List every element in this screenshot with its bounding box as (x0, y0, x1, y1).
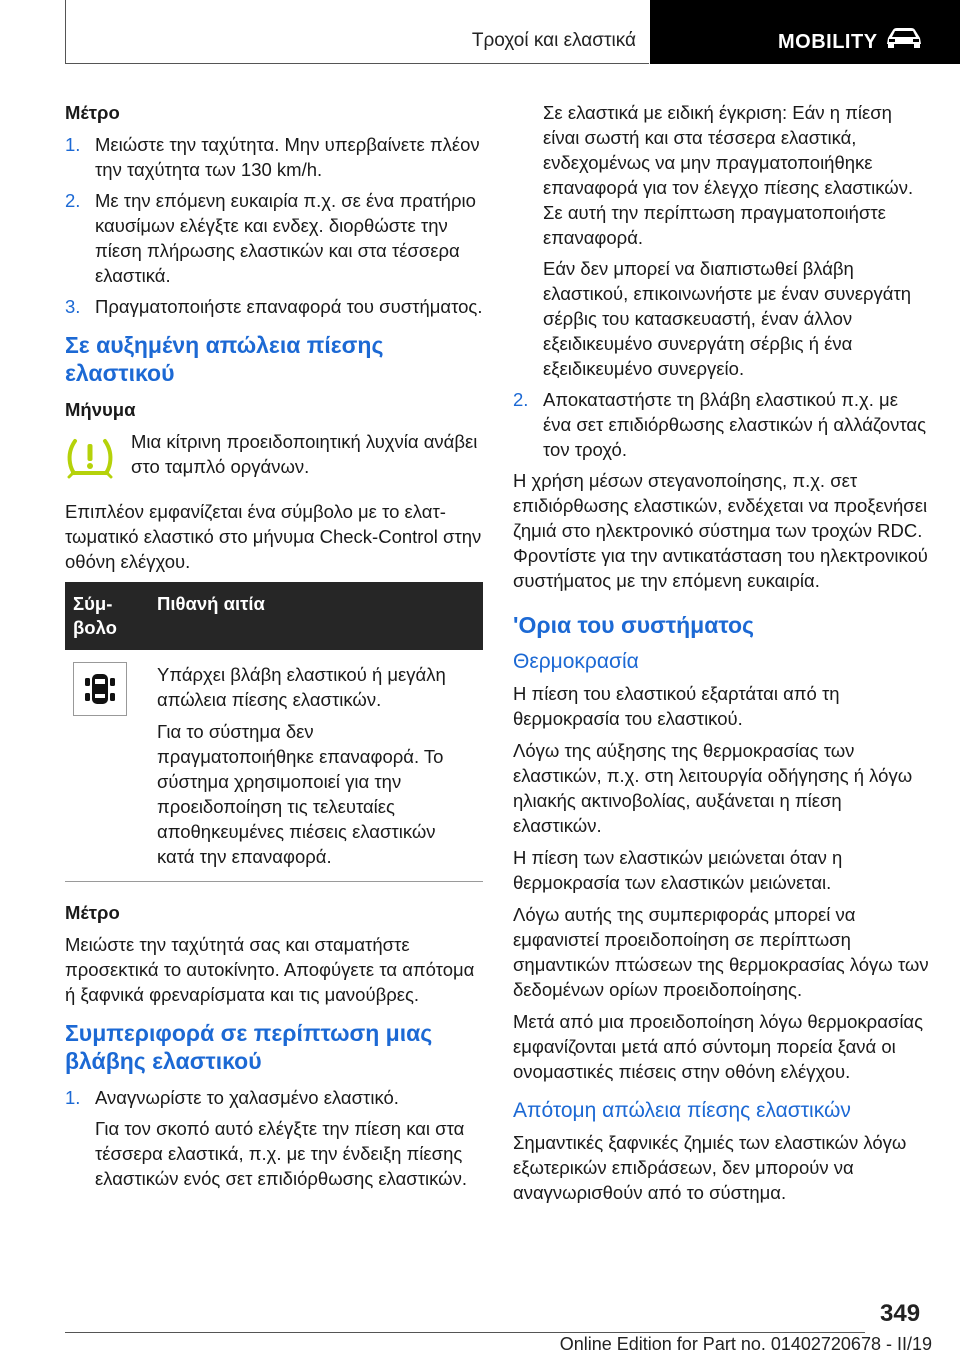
step-text: Εάν δεν μπορεί να διαπιστωθεί βλάβη ελαστικού, επικοινωνήστε με έναν συνεργάτη σέρβις του κατασκευαστή, έναν άλλον εξειδικευμένο συνεργάτη σέρβις ή ένα εξειδικευμένο συνεργείο. (543, 258, 912, 379)
step-text: Αναγνωρίστε το χαλασμένο ελαστικό. (95, 1087, 399, 1108)
temperature-paragraph: Η πίεση των ελαστικών μειώνεται όταν η θερμοκρασία των ελαστικών μειώνεται. (513, 847, 843, 893)
step-number: 2. (65, 190, 81, 211)
footer-rule (65, 1332, 865, 1333)
car-defective-tire-icon (73, 662, 127, 716)
step-text: Πραγματοποιήστε επαναφορά του συστήματος. (95, 296, 483, 317)
header-rule-bottom (65, 63, 649, 64)
page-number: 349 (880, 1300, 921, 1327)
section-heading-system-limits: 'Ορια του συστήματος (513, 612, 754, 638)
table-row (65, 650, 483, 882)
header-section-title: Τροχοί και ελαστικά (471, 30, 636, 51)
step-text: Με την επόμενη ευκαιρία π.χ. σε ένα πρατήριο καυσίμων ελέγξτε και ενδεχ. διορθώστε την πίεση πλήρωσης ελαστικών και στα τέσσερα ελαστικά. (95, 190, 476, 286)
step-number: 2. (513, 389, 529, 410)
section-heading-increased-loss: Σε αυξημένη απώλεια πίεσης ελαστικού (65, 332, 384, 386)
list-item (65, 132, 483, 182)
section-heading-tire-damage: Συμπεριφορά σε περίπτωση μιας βλάβης ελαστικού (65, 1020, 433, 1074)
temperature-paragraph: Λόγω της αύξησης της θερμοκρασίας των ελαστικών, π.χ. στη λειτουργία οδήγησης ή λόγω ηλιακής ακτινοβολίας, αυξάνεται η πίεση ελαστικών. (513, 740, 913, 836)
tire-pressure-warning-icon (65, 429, 119, 485)
subsection-heading-temperature: Θερμοκρασία (513, 650, 639, 673)
sudden-loss-paragraph: Σημαντικές ξαφνικές ζημιές των ελαστικών λόγω εξωτερικών επιδράσεων, δεν μπορούν να αναγνωρισθούν από το σύστημα. (513, 1132, 907, 1203)
cause-text: Για το σύστημα δεν πραγματοποιήθηκε επαναφορά. Το σύστημα χρησιμοποιεί για την προειδοποίηση τις τελευταίες αποθηκευμένες πιέσεις ελαστικών κατά την επαναφορά. (157, 721, 444, 867)
list-item-continuation (513, 100, 931, 381)
list-item (65, 1085, 483, 1191)
cause-text: Υπάρχει βλάβη ελαστικού ή μεγάλη απώλεια πίεσης ελαστικών. (157, 664, 446, 710)
measure-heading: Μέτρο (65, 902, 120, 923)
left-column (65, 100, 483, 1197)
measure-heading: Μέτρο (65, 102, 120, 123)
mobility-label: MOBILITY (778, 31, 878, 53)
step-text: Μειώστε την ταχύτητα. Μην υπερβαίνετε πλέον την ταχύτητα των 130 km/h. (95, 134, 480, 180)
header-rule-left (65, 0, 66, 64)
step-text: Αποκαταστήστε τη βλάβη ελαστικού π.χ. με ένα σετ επιδιόρθωσης ελαστικών ή αλλάζοντας τον τροχό. (543, 389, 927, 460)
edition-text: Online Edition for Part no. 01402720678 - II/19 (559, 1334, 932, 1354)
header-mobility-tab (650, 0, 960, 64)
car-icon (884, 26, 924, 54)
step-number: 1. (65, 1087, 81, 1108)
table-header-symbol: Σύμβολο (65, 582, 149, 650)
message-text: Μια κίτρινη προειδοποιητική λυχνία ανάβει στο ταμπλό οργάνων. (131, 431, 478, 477)
sealant-paragraph: Η χρήση μέσων στεγανοποίησης, π.χ. σετ επιδιόρθωσης ελαστικών, ενδέχεται να προξενήσει ζημιά στο ηλεκτρονικό σύστημα των τροχών RDC. Φροντίστε για την αντικατάσταση του ηλεκτρονικού συστήματος με την επόμενη ευκαιρία. (513, 470, 928, 591)
list-item (65, 294, 483, 319)
table-header-cause: Πιθανή αιτία (149, 582, 483, 650)
measure-paragraph: Μειώστε την ταχύτητά σας και σταματήστε προσεκτικά το αυτοκίνητο. Αποφύγετε τα απότομα ή ξαφνικά φρεναρίσματα και τις μανούβρες. (65, 934, 475, 1005)
temperature-paragraph: Μετά από μια προειδοποίηση λόγω θερμοκρασίας εμφανίζονται μετά από σύντομη πορεία ξανά οι ονομαστικές πιέσεις στην οθόνη ελέγχου. (513, 1011, 924, 1082)
symbol-table (65, 582, 483, 882)
step-number: 1. (65, 134, 81, 155)
list-item (65, 188, 483, 288)
message-row (65, 429, 483, 485)
message-paragraph: Επιπλέον εμφανίζεται ένα σύμβολο με το ελαττωματικό ελαστικό στο μήνυμα Check-Control στην οθόνη ελέγχου. (65, 501, 482, 572)
temperature-paragraph: Η πίεση του ελαστικού εξαρτάται από τη θερμοκρασία του ελαστικού. (513, 683, 840, 729)
message-heading: Μήνυμα (65, 399, 136, 420)
step-text: Σε ελαστικά με ειδική έγκριση: Εάν η πίεση είναι σωστή και στα τέσσερα ελαστικά, ενδεχομένως να μην πραγματοποιήθηκε επαναφορά για τον έλεγχο πίεσης ελαστικών. Σε αυτή την περίπτωση πραγματοποιήστε επαναφορά. (543, 102, 914, 248)
temperature-paragraph: Λόγω αυτής της συμπεριφοράς μπορεί να εμφανιστεί προειδοποίηση σε περίπτωση σημαντικών πτώσεων της θερμοκρασίας λόγω των δεδομένων ορίων προειδοποίησης. (513, 904, 929, 1000)
step-number: 3. (65, 296, 81, 317)
subsection-heading-sudden-loss: Απότομη απώλεια πίεσης ελαστικών (513, 1099, 851, 1122)
right-column (513, 100, 931, 1212)
step-text: Για τον σκοπό αυτό ελέγξτε την πίεση και στα τέσσερα ελαστικά, π.χ. με την ένδειξη πίεσης ελαστικών ενός σετ επιδιόρθωσης ελαστικών. (95, 1118, 468, 1189)
list-item (513, 387, 931, 462)
